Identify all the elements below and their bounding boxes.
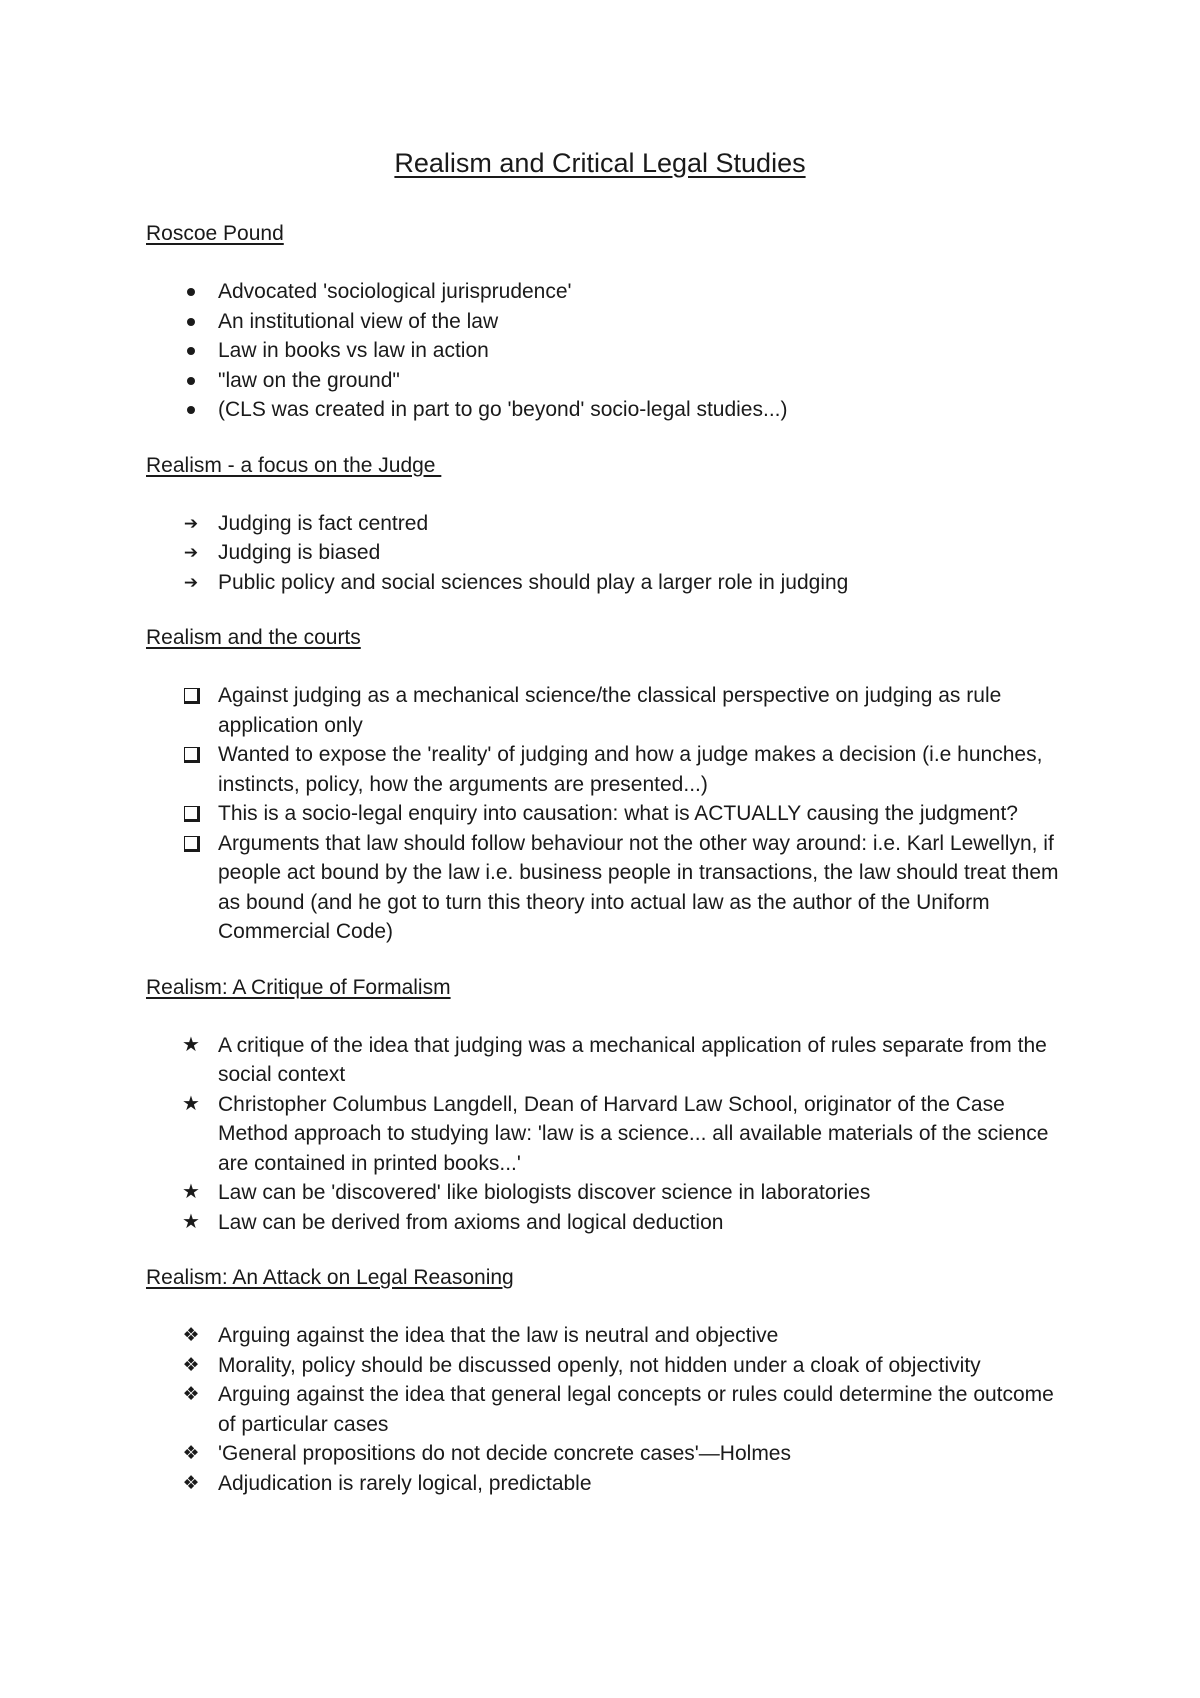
bullet-list — [146, 277, 1066, 425]
star-icon: ★ — [182, 1092, 200, 1115]
star-icon: ★ — [182, 1181, 200, 1203]
list-item — [146, 1090, 1066, 1179]
list-item — [146, 681, 1066, 740]
list-item — [146, 1031, 1066, 1090]
checkbox-list — [146, 681, 1066, 947]
arrow-right-icon: ➔ — [183, 543, 199, 562]
section-roscoe-pound — [146, 219, 1066, 425]
list-item-text: Christopher Columbus Langdell, Dean of Harvard Law School, originator of the Case Method approach to studying law: 'law is a science... all available materials of the science are contained in printed books...' — [218, 1092, 1049, 1175]
list-item — [146, 336, 1066, 366]
list-item — [146, 307, 1066, 337]
list-item — [146, 1178, 1066, 1208]
list-item-text: "law on the ground" — [218, 368, 400, 392]
list-item — [146, 1380, 1066, 1439]
list-item — [146, 1351, 1066, 1381]
list-item-text: Public policy and social sciences should play a larger role in judging — [218, 570, 849, 594]
diamond-icon: ❖ — [182, 1384, 200, 1405]
star-list — [146, 1031, 1066, 1238]
document-body — [146, 219, 1066, 1524]
list-item-text: A critique of the idea that judging was a mechanical application of rules separate from the social context — [218, 1033, 1047, 1086]
list-item — [146, 799, 1066, 829]
star-icon: ★ — [182, 1033, 200, 1056]
diamond-icon: ❖ — [182, 1443, 200, 1464]
section-heading: Realism - a focus on the Judge — [146, 453, 442, 477]
arrow-right-icon: ➔ — [183, 572, 199, 592]
list-item — [146, 1439, 1066, 1469]
list-item — [146, 829, 1066, 947]
list-item — [146, 395, 1066, 425]
list-item — [146, 366, 1066, 396]
section-attack-legal-reasoning — [146, 1263, 1066, 1498]
list-item-text: Law can be 'discovered' like biologists discover science in laboratories — [218, 1181, 871, 1204]
list-item-text: Arguing against the idea that the law is neutral and objective — [218, 1324, 779, 1347]
list-item-text: Judging is fact centred — [218, 511, 429, 535]
arrow-right-icon: ➔ — [183, 513, 199, 533]
list-item-text: Law in books vs law in action — [218, 339, 489, 362]
list-item-text: An institutional view of the law — [218, 309, 499, 333]
list-item — [146, 538, 1066, 568]
list-item-text: Advocated 'sociological jurisprudence' — [218, 280, 572, 303]
section-heading: Realism: A Critique of Formalism — [146, 975, 451, 999]
diamond-icon: ❖ — [182, 1354, 200, 1376]
section-heading: Realism and the courts — [146, 626, 361, 649]
list-item-text: Wanted to expose the 'reality' of judging and how a judge makes a decision (i.e hunches, instincts, policy, how the arguments are presented...) — [218, 743, 1043, 796]
list-item-text: Arguing against the idea that general legal concepts or rules could determine the outcome of particular cases — [218, 1383, 1054, 1436]
list-item-text: Morality, policy should be discussed openly, not hidden under a cloak of objectivity — [218, 1353, 981, 1377]
list-item-text: Judging is biased — [218, 541, 381, 564]
star-icon: ★ — [182, 1210, 200, 1233]
section-heading: Roscoe Pound — [146, 222, 284, 245]
list-item-text: Adjudication is rarely logical, predictable — [218, 1471, 592, 1495]
section-heading: Realism: An Attack on Legal Reasoning — [146, 1266, 514, 1289]
section-realism-focus-judge — [146, 451, 1066, 598]
list-item-text: Against judging as a mechanical science/the classical perspective on judging as rule application only — [218, 684, 1002, 737]
section-realism-courts — [146, 623, 1066, 947]
list-item-text: Law can be derived from axioms and logical deduction — [218, 1210, 724, 1234]
list-item — [146, 1208, 1066, 1238]
list-item-text: This is a socio-legal enquiry into causation: what is ACTUALLY causing the judgment? — [218, 802, 1018, 825]
list-item — [146, 568, 1066, 598]
list-item-text: Arguments that law should follow behaviour not the other way around: i.e. Karl Lewellyn, if people act bound by the law i.e. business people in transactions, the law should treat them as bound (and he got to turn this theory into actual law as the author of the Uniform Commercial Code) — [218, 831, 1059, 943]
list-item — [146, 1469, 1066, 1499]
list-item — [146, 277, 1066, 307]
list-item — [146, 1321, 1066, 1351]
page-title: Realism and Critical Legal Studies — [394, 148, 806, 178]
diamond-list — [146, 1321, 1066, 1498]
arrow-list — [146, 509, 1066, 598]
list-item — [146, 740, 1066, 799]
list-item-text: 'General propositions do not decide concrete cases'—Holmes — [218, 1442, 791, 1465]
section-critique-formalism — [146, 973, 1066, 1238]
diamond-icon: ❖ — [182, 1472, 200, 1494]
list-item-text: (CLS was created in part to go 'beyond' socio-legal studies...) — [218, 398, 788, 421]
diamond-icon: ❖ — [182, 1325, 200, 1346]
list-item — [146, 509, 1066, 539]
